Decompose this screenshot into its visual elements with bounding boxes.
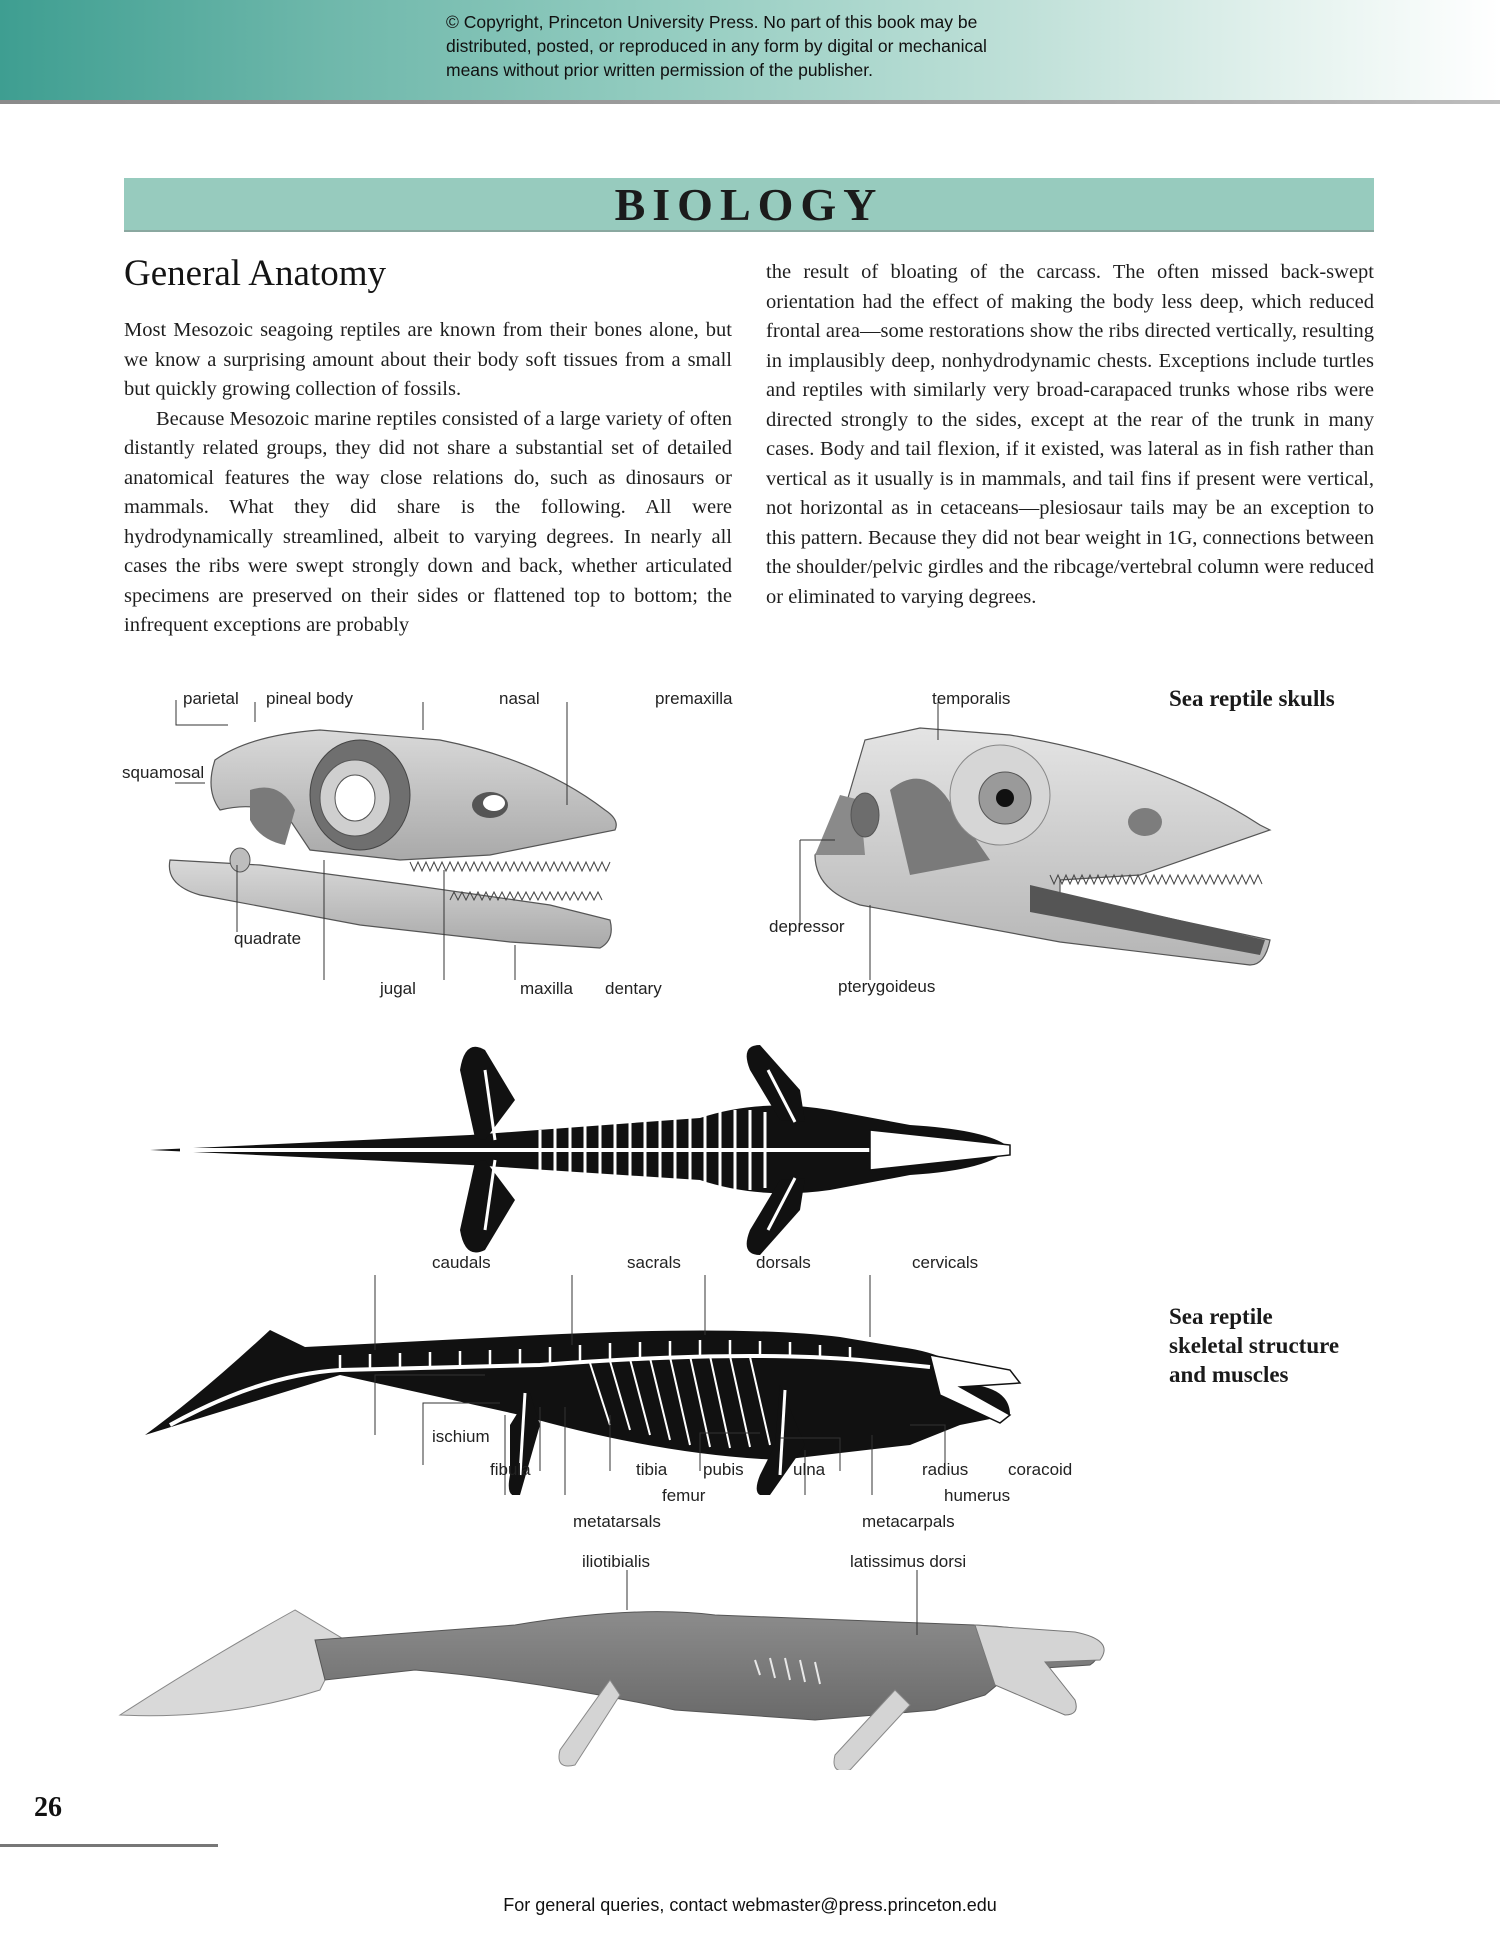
- label-ulna: ulna: [793, 1460, 826, 1479]
- page-number: 26: [34, 1792, 62, 1823]
- label-parietal: parietal: [183, 689, 239, 708]
- label-maxilla: maxilla: [520, 979, 573, 998]
- copyright-notice: [446, 10, 1066, 82]
- label-iliotibialis: iliotibialis: [582, 1552, 651, 1571]
- label-caudals: caudals: [432, 1253, 491, 1272]
- label-squamosal: squamosal: [122, 763, 205, 782]
- label-premaxilla: premaxilla: [655, 689, 733, 708]
- figure-caption-skulls: Sea reptile skulls: [1169, 686, 1335, 711]
- chapter-title: BIOLOGY: [614, 179, 884, 230]
- label-pineal-body: pineal body: [266, 689, 353, 708]
- chapter-banner: [124, 178, 1374, 232]
- label-pubis: pubis: [703, 1460, 744, 1479]
- label-humerus: humerus: [944, 1486, 1011, 1505]
- page-number-rule: [0, 1844, 218, 1847]
- paragraph: the result of bloating of the carcass. The often missed back-swept orientation had the effect of making the body less deep, which reduced frontal area—some restorations show the ribs directed vertically, resulting in implausibly deep, nonhydrodynamic chests. Exceptions include turtles and reptiles with similarly very broad-carapaced trunks whose ribs were directed strongly to the sides, except at the rear of the trunk in many cases. Body and tail flexion, if it existed, was lateral as in fish rather than vertical as it usually is in mammals, and tail fins if present were vertical, not horizontal as in cetaceans—plesiosaur tails may be an exception to this pattern. Because they did not bear weight in 1G, connections between the shoulder/pelvic girdles and the ribcage/vertebral column were reduced or eliminated to varying degrees.: [766, 261, 1374, 608]
- label-quadrate: quadrate: [234, 929, 302, 948]
- caption-line: Sea reptile: [1169, 1304, 1273, 1329]
- label-pterygoideus: pterygoideus: [838, 977, 936, 996]
- paragraph: Most Mesozoic seagoing reptiles are known from their bones alone, but we know a surprising amount about their body soft tissues from a small but quickly growing collection of fossils.: [124, 319, 732, 400]
- copyright-line: © Copyright, Princeton University Press. No part of this book may be: [446, 12, 978, 32]
- skeleton-top-view-illustration: [140, 1030, 1140, 1260]
- body-column-right: [766, 258, 1374, 612]
- section-title: General Anatomy: [124, 253, 386, 294]
- label-tibia: tibia: [636, 1460, 668, 1479]
- label-fibula: fibula: [490, 1460, 531, 1479]
- copyright-line: distributed, posted, or reproduced in any form by digital or mechanical: [446, 36, 987, 56]
- skull-bones-illustration: [110, 680, 750, 1000]
- muscles-side-view-illustration: [115, 1570, 1125, 1770]
- label-radius: radius: [922, 1460, 969, 1479]
- label-temporalis: temporalis: [932, 689, 1011, 708]
- label-depressor: depressor: [769, 917, 845, 936]
- contact-footer: For general queries, contact webmaster@press.princeton.edu: [503, 1895, 997, 1915]
- paragraph: Because Mesozoic marine reptiles consisted of a large variety of often distantly related groups, they did not share a substantial set of detailed anatomical features the way close relations do, such as dinosaurs or mammals. What they did share is the following. All were hydrodynamically streamlined, albeit to varying degrees. In nearly all cases the ribs were swept strongly down and back, whether articulated specimens are preserved on their sides or flattened top to bottom; the infrequent exceptions are probably: [124, 407, 732, 636]
- label-metacarpals: metacarpals: [862, 1512, 955, 1531]
- label-dentary: dentary: [605, 979, 662, 998]
- body-column-left: [124, 316, 732, 641]
- label-femur: femur: [662, 1486, 706, 1505]
- label-coracoid: coracoid: [1008, 1460, 1073, 1479]
- skull-muscles-illustration: [760, 680, 1390, 1000]
- label-nasal: nasal: [499, 689, 540, 708]
- figure-caption-skeleton: [1169, 1302, 1339, 1389]
- label-jugal: jugal: [380, 979, 416, 998]
- label-metatarsals: metatarsals: [573, 1512, 661, 1531]
- caption-line: skeletal structure: [1169, 1333, 1340, 1358]
- label-dorsals: dorsals: [756, 1253, 811, 1272]
- label-sacrals: sacrals: [627, 1253, 681, 1272]
- caption-line: and muscles: [1169, 1362, 1289, 1387]
- copyright-line: means without prior written permission of the publisher.: [446, 60, 874, 80]
- label-cervicals: cervicals: [912, 1253, 979, 1272]
- header-rule: [0, 100, 1500, 104]
- label-latissimus-dorsi: latissimus dorsi: [850, 1552, 967, 1571]
- label-ischium: ischium: [432, 1427, 490, 1446]
